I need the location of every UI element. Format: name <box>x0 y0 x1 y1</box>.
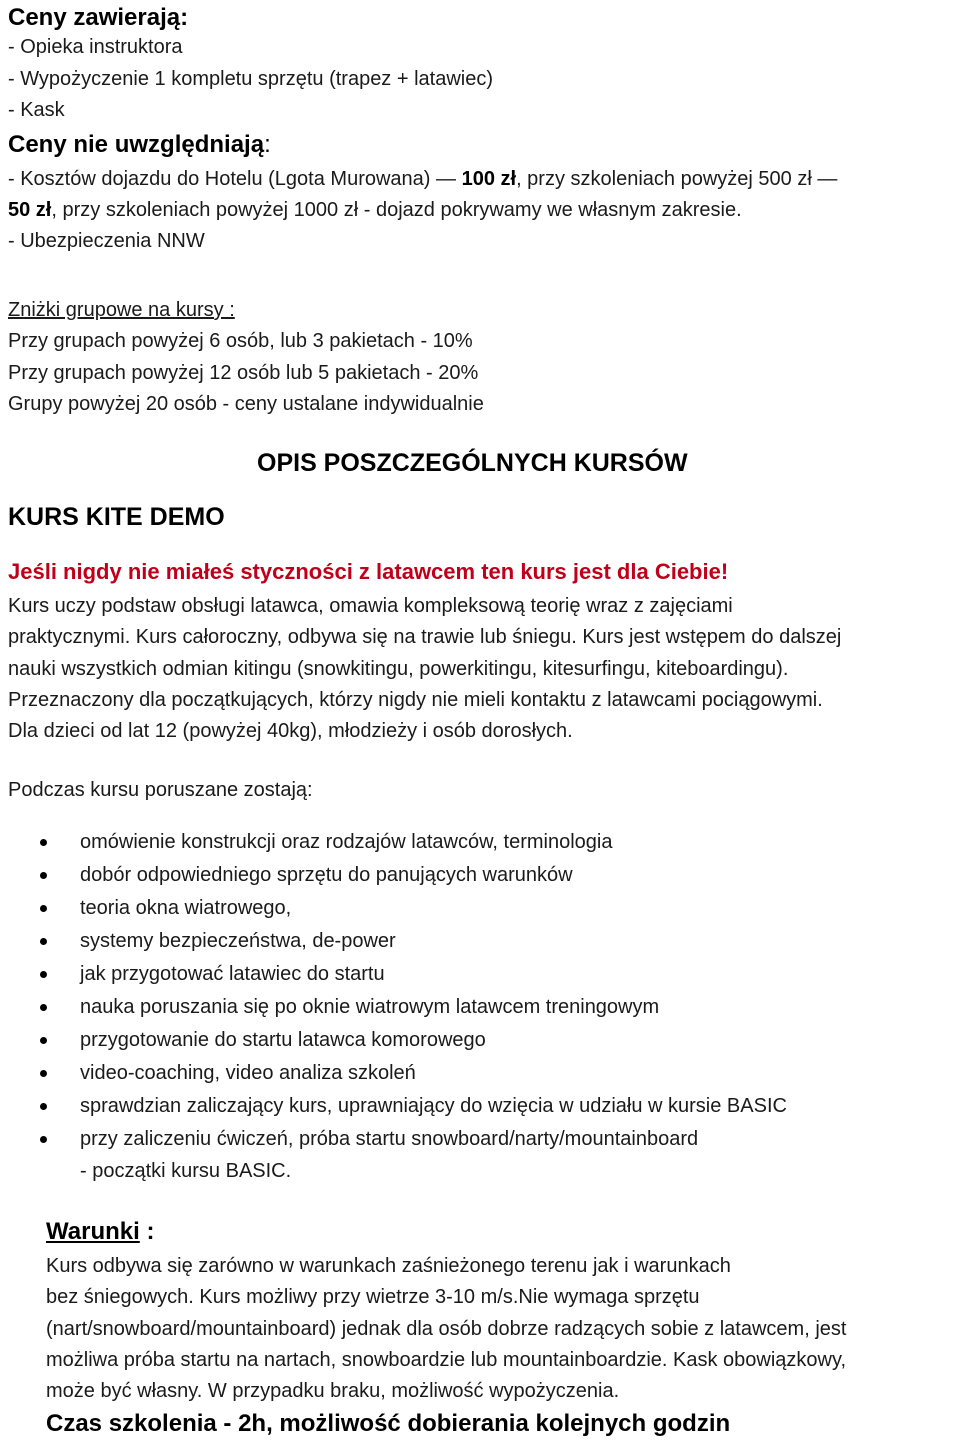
bullet-icon <box>40 1070 47 1077</box>
list-item <box>40 862 787 895</box>
list-item <box>40 1060 787 1093</box>
course-title: KURS KITE DEMO <box>8 503 225 531</box>
bullet-icon <box>40 1037 47 1044</box>
discount-item: Przy grupach powyżej 12 osób lub 5 pakietach - 20% <box>8 362 479 384</box>
conditions-line: Kurs odbywa się zarówno w warunkach zaśnieżonego terenu jak i warunkach <box>46 1255 731 1277</box>
course-tagline: Jeśli nigdy nie miałeś styczności z latawcem ten kurs jest dla Ciebie! <box>8 559 729 584</box>
included-item: - Opieka instruktora <box>8 36 183 58</box>
excluded-transport-text-3: , przy szkoleniach powyżej 1000 zł - dojazd pokrywamy we własnym zakresie. <box>51 199 742 221</box>
list-item <box>40 1093 787 1126</box>
discount-item: Przy grupach powyżej 6 osób, lub 3 pakietach - 10% <box>8 330 473 352</box>
list-item-text: przy zaliczeniu ćwiczeń, próba startu snowboard/narty/mountainboard <box>80 1128 699 1150</box>
conditions-line: możliwa próba startu na nartach, snowboardzie lub mountainboardzie. Kask obowiązkowy, <box>46 1349 847 1371</box>
prices-excluded-heading-text: Ceny nie uwzględniają <box>8 131 265 158</box>
excluded-item-transport <box>8 166 837 192</box>
topics-continuation: - początki kursu BASIC. <box>80 1160 292 1182</box>
list-item <box>40 961 787 994</box>
list-item-text: jak przygotować latawiec do startu <box>80 963 385 985</box>
prices-included-heading: Ceny zawierają: <box>8 4 189 31</box>
bullet-icon <box>40 872 47 879</box>
list-item-text: dobór odpowiedniego sprzętu do panujących warunków <box>80 864 573 886</box>
included-item: - Wypożyczenie 1 kompletu sprzętu (trapez + latawiec) <box>8 68 494 90</box>
bullet-icon <box>40 1103 47 1110</box>
conditions-heading-word: Warunki <box>46 1218 140 1245</box>
bullet-icon <box>40 938 47 945</box>
list-item <box>40 994 787 1027</box>
excluded-transport-price-2: 50 zł <box>8 199 52 221</box>
bullet-icon <box>40 1004 47 1011</box>
list-item <box>40 1126 787 1159</box>
prices-excluded-heading <box>8 130 271 160</box>
list-item <box>40 1027 787 1060</box>
course-description-line: Kurs uczy podstaw obsługi latawca, omawia kompleksową teorię wraz z zajęciami <box>8 595 733 617</box>
bullet-icon <box>40 839 47 846</box>
topics-heading: Podczas kursu poruszane zostają: <box>8 779 313 801</box>
bullet-icon <box>40 1136 47 1143</box>
conditions-line: może być własny. W przypadku braku, możliwość wypożyczenia. <box>46 1380 620 1402</box>
list-item-text: nauka poruszania się po oknie wiatrowym latawcem treningowym <box>80 996 660 1018</box>
list-item-text: przygotowanie do startu latawca komorowego <box>80 1029 486 1051</box>
excluded-item-transport-cont <box>8 197 742 223</box>
excluded-item-insurance: - Ubezpieczenia NNW <box>8 230 205 252</box>
bullet-icon <box>40 905 47 912</box>
course-description-line: Dla dzieci od lat 12 (powyżej 40kg), młodzieży i osób dorosłych. <box>8 720 573 742</box>
topics-list <box>40 829 787 1159</box>
list-item-text: sprawdzian zaliczający kurs, uprawniający do wzięcia w udziału w kursie BASIC <box>80 1095 787 1117</box>
course-description-line: praktycznymi. Kurs całoroczny, odbywa się na trawie lub śniegu. Kurs jest wstępem do dalszej <box>8 626 842 648</box>
section-title: OPIS POSZCZEGÓLNYCH KURSÓW <box>257 449 688 477</box>
excluded-transport-text: - Kosztów dojazdu do Hotelu (Lgota Murowana) — <box>8 168 462 190</box>
list-item <box>40 895 787 928</box>
list-item-text: systemy bezpieczeństwa, de-power <box>80 930 396 952</box>
conditions-heading <box>46 1217 154 1247</box>
bullet-icon <box>40 971 47 978</box>
excluded-transport-text-2: , przy szkoleniach powyżej 500 zł — <box>516 168 838 190</box>
discounts-heading: Zniżki grupowe na kursy : <box>8 299 235 321</box>
discount-item: Grupy powyżej 20 osób - ceny ustalane indywidualnie <box>8 393 484 415</box>
course-description-line: nauki wszystkich odmian kitingu (snowkitingu, powerkitingu, kitesurfingu, kiteboardingu). <box>8 658 789 680</box>
conditions-line: (nart/snowboard/mountainboard) jednak dla osób dobrze radzących sobie z latawcem, jest <box>46 1318 847 1340</box>
course-duration: Czas szkolenia - 2h, możliwość dobierania kolejnych godzin <box>46 1410 731 1437</box>
list-item-text: video-coaching, video analiza szkoleń <box>80 1062 416 1084</box>
conditions-line: bez śniegowych. Kurs możliwy przy wietrze 3-10 m/s.Nie wymaga sprzętu <box>46 1286 700 1308</box>
included-item: - Kask <box>8 99 65 121</box>
list-item-text: teoria okna wiatrowego, <box>80 897 292 919</box>
prices-excluded-heading-colon: : <box>264 131 271 158</box>
list-item-text: omówienie konstrukcji oraz rodzajów latawców, terminologia <box>80 831 613 853</box>
course-description-line: Przeznaczony dla początkujących, którzy nigdy nie mieli kontaktu z latawcami pociągowymi. <box>8 689 823 711</box>
conditions-heading-colon: : <box>139 1218 155 1245</box>
list-item <box>40 829 787 862</box>
excluded-transport-price: 100 zł <box>461 168 517 190</box>
list-item <box>40 928 787 961</box>
